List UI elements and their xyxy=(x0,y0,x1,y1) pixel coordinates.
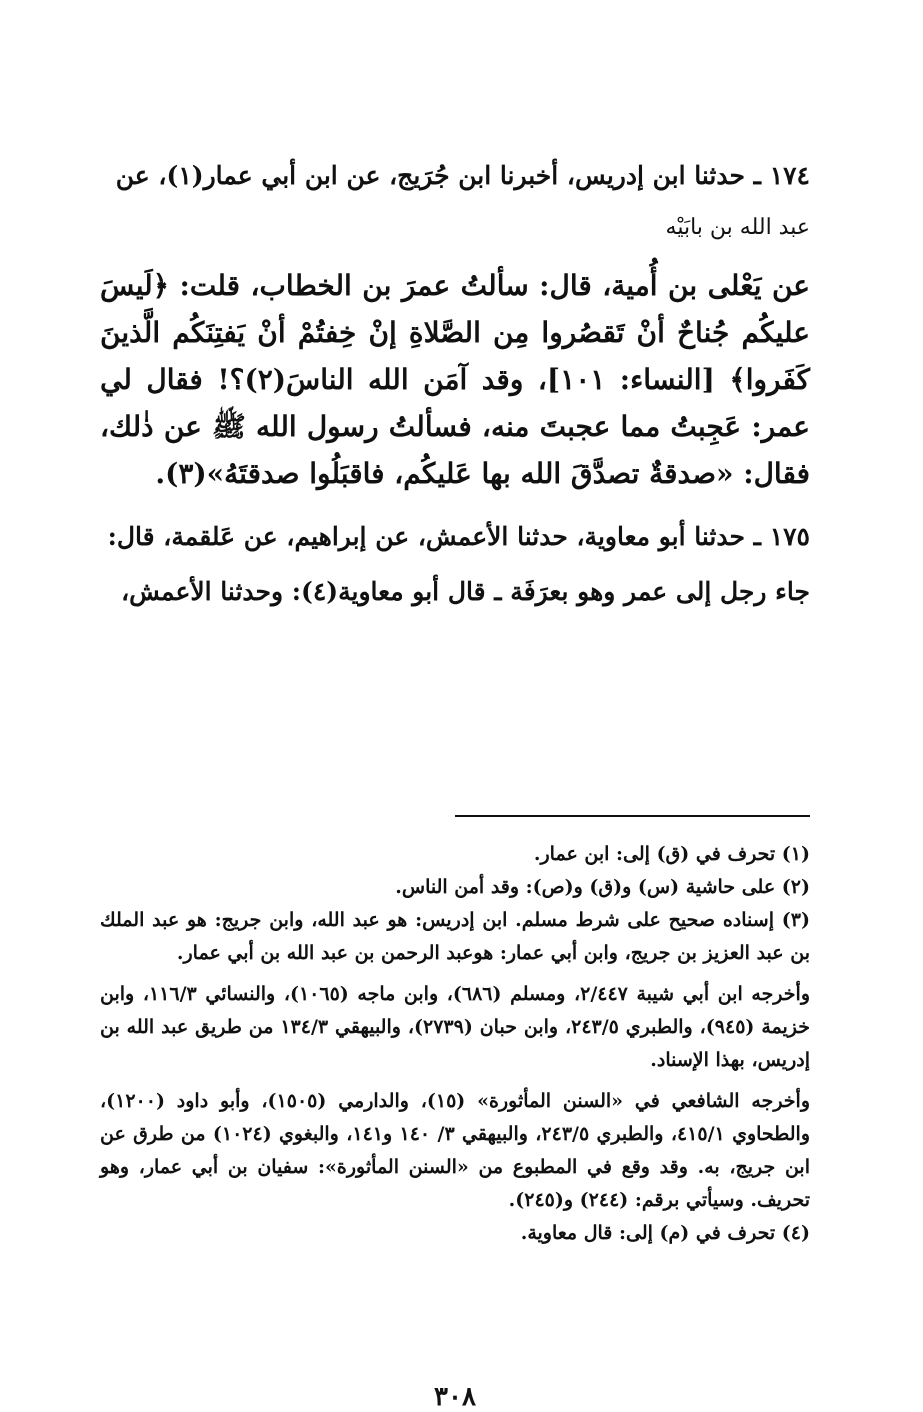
page-number: ٣٠٨ xyxy=(434,1382,476,1412)
hadith-174-matn: عن يَعْلى بن أُمية، قال: سألتُ عمرَ بن الخطاب، قلت: ﴿لَيسَ عليكُم جُناحٌ أنْ تَقصُروا مِن الصَّلاةِ إنْ خِفتُمْ أنْ يَفتِنَكُم الَّذينَ كَفَروا﴾ [النساء: ١٠١]، وقد آمَن الله الناسَ(٢)؟! فقال لي عمر: عَجِبتُ مما عجبتَ منه، فسألتُ رسول الله ﷺ عن ذٰلك، فقال: «صدقةٌ تصدَّقَ الله بها عَليكُم، فاقبَلُوا صدقتَهُ»(٣). xyxy=(100,269,810,490)
footnote-3-takhrij-2: وأخرجه الشافعي في «السنن المأثورة» (١٥)، والدارمي (١٥٠٥)، وأبو داود (١٢٠٠)، والطحاوي ٤١٥/١، والطبري ٢٤٣/٥، والبيهقي ٣/ ١٤٠ و١٤١، والبغوي (١٠٢٤) من طرق عن ابن جريج، به. وقد وقع في المطبوع من «السنن المأثورة»: سفيان بن أبي عمار، وهو تحريف. وسيأتي برقم: (٢٤٤) و(٢٤٥). xyxy=(100,1090,811,1211)
page-content xyxy=(100,150,811,1412)
footnote-divider xyxy=(455,815,810,817)
hadith-175-line2: جاء رجل إلى عمر وهو بعرَفَة ـ قال أبو معاوية(٤): وحدثنا الأعمش، xyxy=(121,577,810,606)
footnotes xyxy=(100,838,810,1250)
footnote-1: (١) تحرف في (ق) إلى: ابن عمار. xyxy=(533,843,810,865)
footnote-3: (٣) إسناده صحيح على شرط مسلم. ابن إدريس: هو عبد الله، وابن جريج: هو عبد الملك بن عبد العزيز بن جريج، وابن أبي عمار: هوعبد الرحمن بن عبد الله بن أبي عمار. xyxy=(100,909,810,964)
main-text xyxy=(100,150,810,619)
footnote-3-takhrij-1: وأخرجه ابن أبي شيبة ٢/٤٤٧، ومسلم (٦٨٦)، وابن ماجه (١٠٦٥)، والنسائي ١١٦/٣، وابن خزيمة (٩٤٥)، والطبري ٢٤٣/٥، وابن حبان (٢٧٣٩)، والبيهقي ١٣٤/٣ من طريق عبد الله بن إدريس، بهذا الإسناد. xyxy=(100,983,811,1071)
footnote-2: (٢) على حاشية (س) و(ق) و(ص): وقد أمن الناس. xyxy=(395,876,810,898)
footnote-4: (٤) تحرف في (م) إلى: قال معاوية. xyxy=(520,1222,810,1244)
hadith-175 xyxy=(100,509,810,619)
hadith-174-line2: عبد الله بن بابَيْه xyxy=(665,215,810,240)
hadith-175-line1: ١٧٥ ـ حدثنا أبو معاوية، حدثنا الأعمش، عن إبراهيم، عن عَلقمة، قال: xyxy=(107,522,810,551)
hadith-174-line1: ١٧٤ ـ حدثنا ابن إدريس، أخبرنا ابن جُرَيج، عن ابن أبي عمار(١)، عن xyxy=(115,161,810,190)
hadith-174 xyxy=(100,150,810,254)
